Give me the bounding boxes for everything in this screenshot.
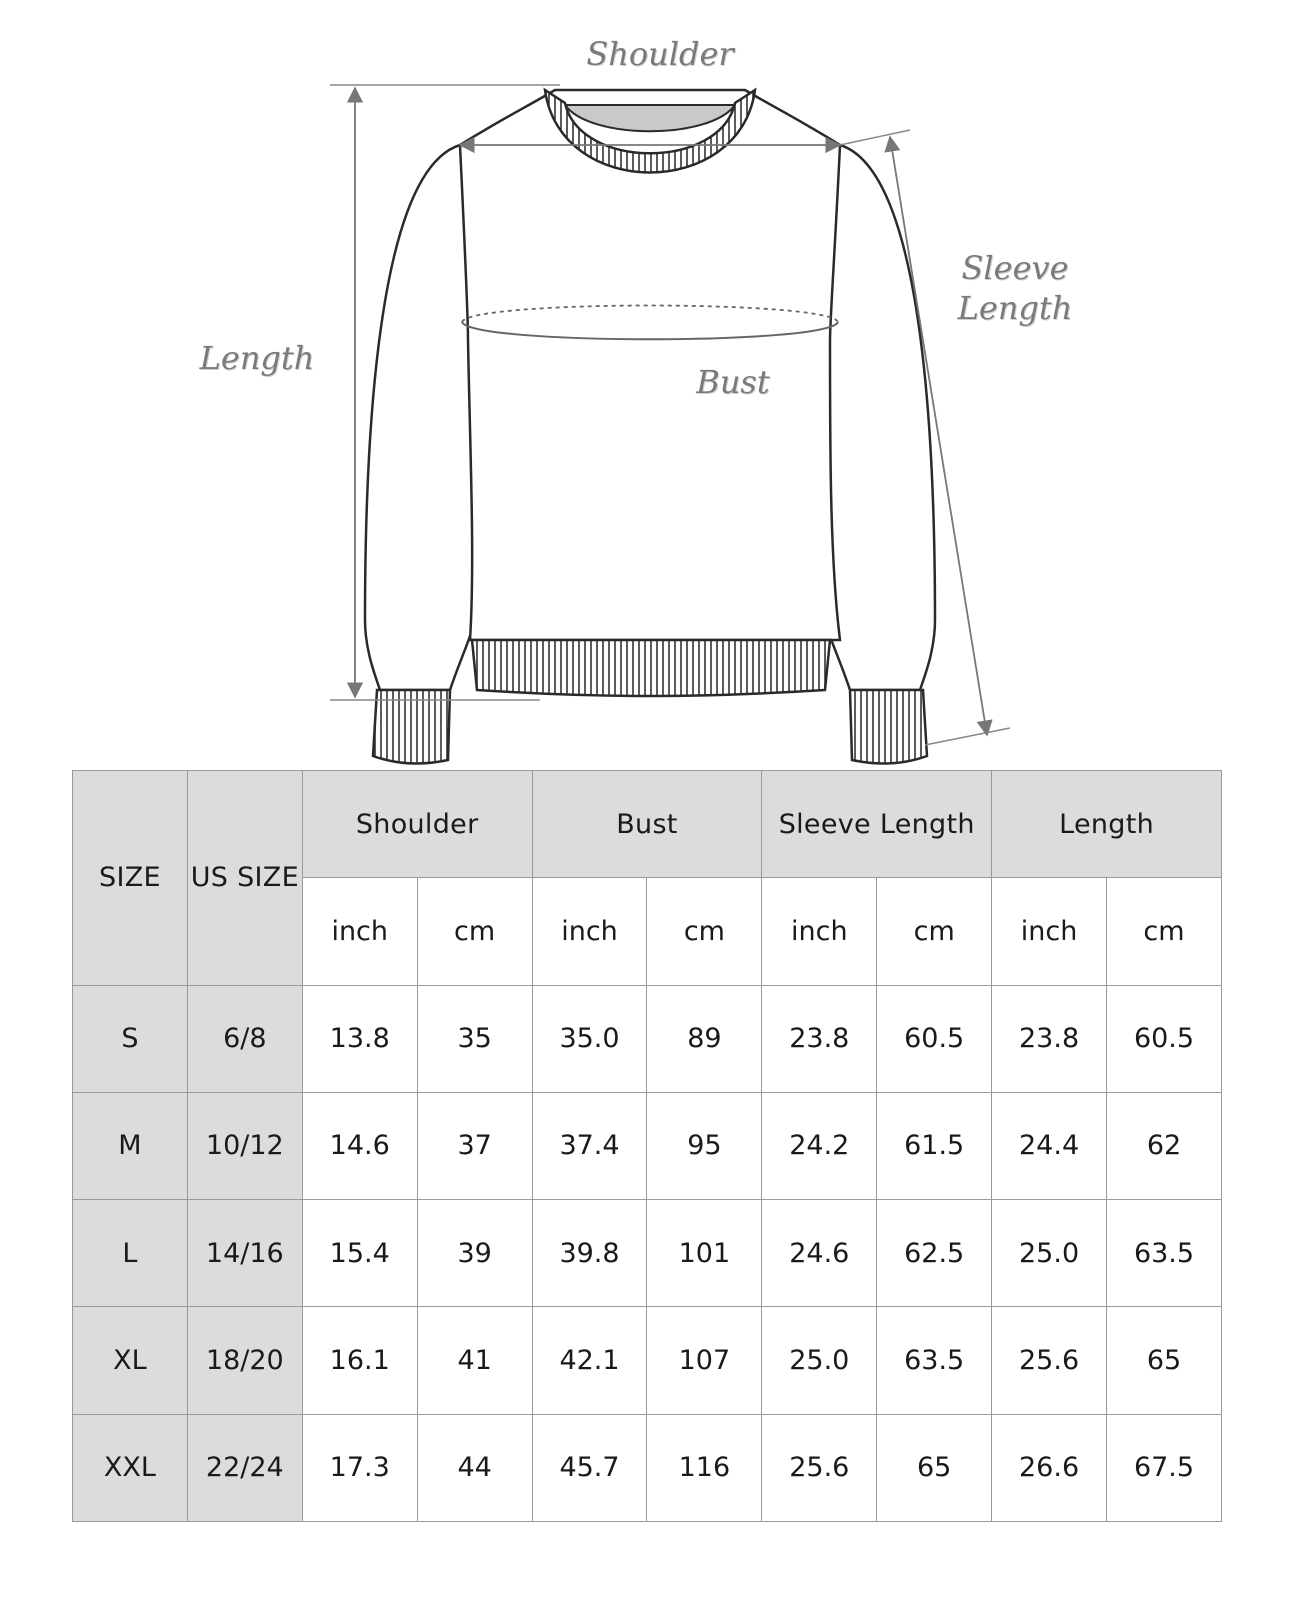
unit-cell: inch: [992, 878, 1107, 985]
value-cell: 37.4: [532, 1092, 647, 1199]
value-cell: 65: [877, 1414, 992, 1521]
value-cell: 61.5: [877, 1092, 992, 1199]
value-cell: 17.3: [302, 1414, 417, 1521]
value-cell: 25.6: [992, 1307, 1107, 1414]
unit-cell: cm: [877, 878, 992, 985]
value-cell: 23.8: [992, 985, 1107, 1092]
size-cell: M: [73, 1092, 188, 1199]
table-row: [73, 1200, 1222, 1307]
right-cuff: [850, 690, 927, 763]
value-cell: 89: [647, 985, 762, 1092]
sweater-diagram: [0, 0, 1300, 770]
value-cell: 39.8: [532, 1200, 647, 1307]
value-cell: 25.0: [762, 1307, 877, 1414]
bust-header: Bust: [532, 771, 762, 878]
us-size-cell: 18/20: [187, 1307, 302, 1414]
value-cell: 62.5: [877, 1200, 992, 1307]
us-size-cell: 6/8: [187, 985, 302, 1092]
unit-cell: inch: [762, 878, 877, 985]
size-header: SIZE: [73, 771, 188, 986]
value-cell: 15.4: [302, 1200, 417, 1307]
shoulder-header: Shoulder: [302, 771, 532, 878]
value-cell: 24.6: [762, 1200, 877, 1307]
value-cell: 23.8: [762, 985, 877, 1092]
value-cell: 62: [1107, 1092, 1222, 1199]
table-header-row: [73, 771, 1222, 878]
left-cuff: [373, 690, 450, 763]
us-size-cell: 10/12: [187, 1092, 302, 1199]
us-size-cell: 14/16: [187, 1200, 302, 1307]
value-cell: 41: [417, 1307, 532, 1414]
value-cell: 37: [417, 1092, 532, 1199]
sleeve-label-line1: Sleeve: [961, 249, 1069, 287]
size-cell: S: [73, 985, 188, 1092]
table-row: [73, 1414, 1222, 1521]
value-cell: 16.1: [302, 1307, 417, 1414]
right-sleeve: [822, 145, 935, 690]
value-cell: 42.1: [532, 1307, 647, 1414]
sweater-illustration: [0, 0, 1300, 770]
length-header: Length: [992, 771, 1222, 878]
value-cell: 44: [417, 1414, 532, 1521]
value-cell: 67.5: [1107, 1414, 1222, 1521]
unit-cell: cm: [1107, 878, 1222, 985]
value-cell: 13.8: [302, 985, 417, 1092]
value-cell: 116: [647, 1414, 762, 1521]
value-cell: 107: [647, 1307, 762, 1414]
value-cell: 60.5: [1107, 985, 1222, 1092]
bust-label: Bust: [696, 363, 770, 401]
table-row: [73, 1092, 1222, 1199]
hem-rib: [472, 640, 830, 696]
table-row: [73, 985, 1222, 1092]
value-cell: 39: [417, 1200, 532, 1307]
value-cell: 25.6: [762, 1414, 877, 1521]
value-cell: 24.2: [762, 1092, 877, 1199]
value-cell: 60.5: [877, 985, 992, 1092]
value-cell: 95: [647, 1092, 762, 1199]
value-cell: 25.0: [992, 1200, 1107, 1307]
value-cell: 24.4: [992, 1092, 1107, 1199]
sleeve-length-header: Sleeve Length: [762, 771, 992, 878]
value-cell: 45.7: [532, 1414, 647, 1521]
unit-cell: cm: [417, 878, 532, 985]
us-size-cell: 22/24: [187, 1414, 302, 1521]
size-cell: XL: [73, 1307, 188, 1414]
value-cell: 26.6: [992, 1414, 1107, 1521]
unit-cell: inch: [532, 878, 647, 985]
unit-cell: cm: [647, 878, 762, 985]
value-cell: 101: [647, 1200, 762, 1307]
sleeve-top-guide: [840, 130, 910, 145]
sleeve-label-line2: Length: [957, 289, 1073, 327]
value-cell: 65: [1107, 1307, 1222, 1414]
size-cell: L: [73, 1200, 188, 1307]
left-sleeve: [365, 145, 478, 690]
shoulder-label: Shoulder: [586, 35, 734, 73]
size-cell: XXL: [73, 1414, 188, 1521]
us-size-header: US SIZE: [187, 771, 302, 986]
value-cell: 14.6: [302, 1092, 417, 1199]
value-cell: 35: [417, 985, 532, 1092]
size-chart-table: [72, 770, 1222, 1522]
value-cell: 63.5: [877, 1307, 992, 1414]
length-label: Length: [199, 339, 315, 377]
value-cell: 35.0: [532, 985, 647, 1092]
unit-cell: inch: [302, 878, 417, 985]
sleeve-bottom-guide: [925, 728, 1010, 745]
table-row: [73, 1307, 1222, 1414]
value-cell: 63.5: [1107, 1200, 1222, 1307]
sleeve-length-label: [940, 248, 1090, 328]
